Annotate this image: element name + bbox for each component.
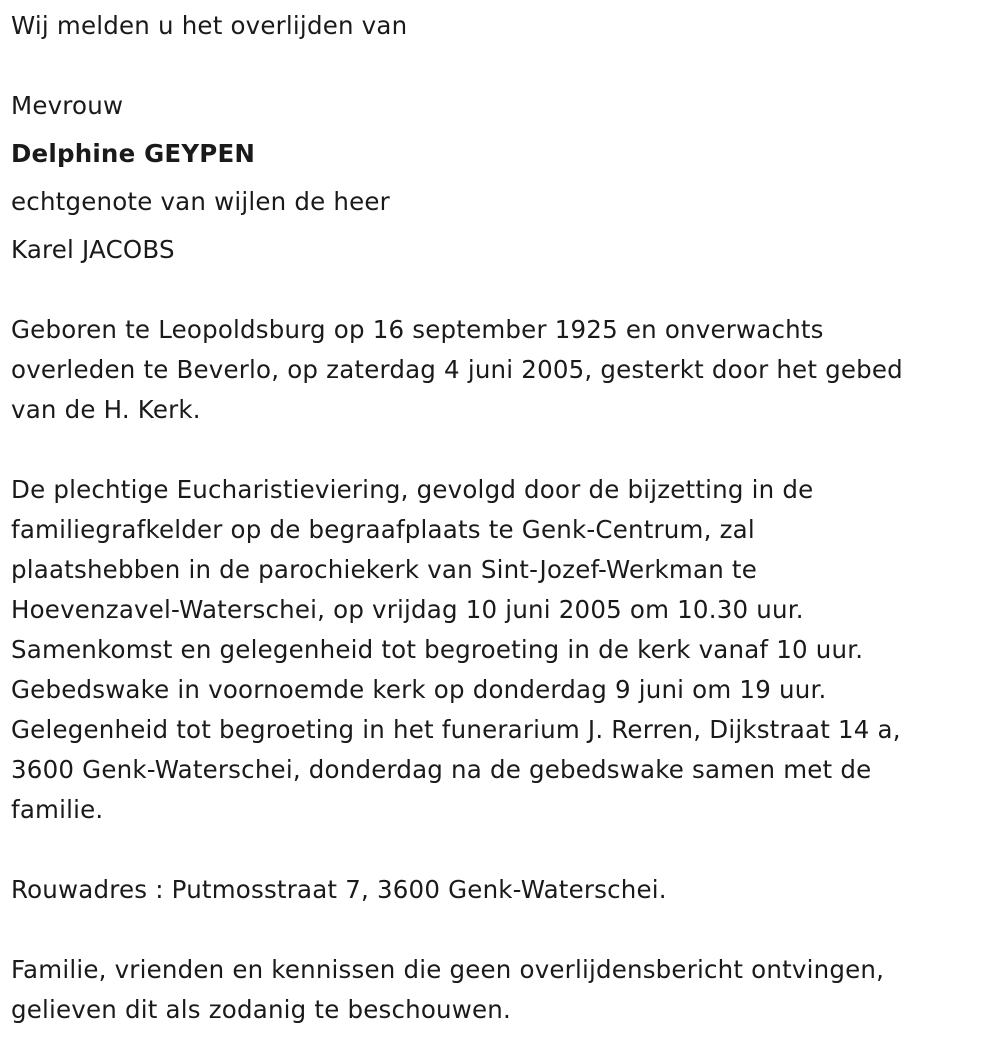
ceremony-line: De plechtige Eucharistieviering, gevolgd door de bijzetting in de [11, 475, 814, 504]
closing-line: Familie, vrienden en kennissen die geen overlijdensbericht ontvingen, [11, 955, 885, 984]
closing-line: gelieven dit als zodanig te beschouwen. [11, 995, 512, 1024]
birth-line: van de H. Kerk. [11, 395, 201, 424]
ceremony-line: Gelegenheid tot begroeting in het funerarium J. Rerren, Dijkstraat 14 a, [11, 715, 901, 744]
ceremony-paragraph [11, 470, 986, 830]
ceremony-line: Hoevenzavel-Waterschei, op vrijdag 10 juni 2005 om 10.30 uur. [11, 595, 804, 624]
closing-paragraph [11, 950, 986, 1030]
deceased-name: Delphine GEYPEN [11, 139, 256, 168]
birth-line: overleden te Beverlo, op zaterdag 4 juni 2005, gesterkt door het gebed [11, 355, 903, 384]
mourning-address: Rouwadres : Putmosstraat 7, 3600 Genk-Waterschei. [11, 875, 667, 904]
intro-text: Wij melden u het overlijden van [11, 11, 408, 40]
relation-text: echtgenote van wijlen de heer [11, 187, 390, 216]
ceremony-line: familiegrafkelder op de begraafplaats te Genk-Centrum, zal [11, 515, 755, 544]
ceremony-line: 3600 Genk-Waterschei, donderdag na de gebedswake samen met de [11, 755, 872, 784]
ceremony-line: plaatshebben in de parochiekerk van Sint-Jozef-Werkman te [11, 555, 757, 584]
spouse-name: Karel JACOBS [11, 235, 175, 264]
ceremony-line: Gebedswake in voornoemde kerk op donderdag 9 juni om 19 uur. [11, 675, 827, 704]
birth-line: Geboren te Leopoldsburg op 16 september 1925 en onverwachts [11, 315, 824, 344]
ceremony-line: familie. [11, 795, 104, 824]
ceremony-line: Samenkomst en gelegenheid tot begroeting in de kerk vanaf 10 uur. [11, 635, 864, 664]
spacer [11, 46, 986, 86]
birth-paragraph [11, 310, 986, 430]
honorific: Mevrouw [11, 91, 124, 120]
